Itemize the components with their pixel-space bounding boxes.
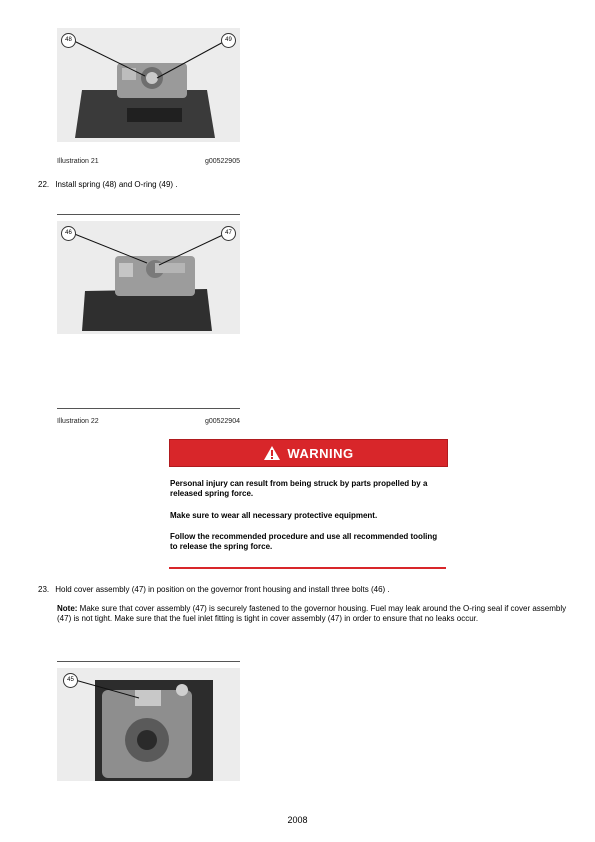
figure-top-rule: [57, 661, 240, 662]
caption-label: Illustration 22: [57, 418, 99, 425]
callout-49: 49: [221, 33, 236, 48]
page-number: 2008: [287, 815, 308, 825]
caption-rule: [57, 408, 240, 409]
warning-triangle-icon: [263, 445, 281, 461]
caption-code: g00522904: [204, 418, 240, 425]
note-label: Note:: [57, 604, 78, 613]
step-22: [38, 180, 178, 189]
callout-46: 46: [61, 226, 76, 241]
step-number: 22.: [38, 180, 50, 189]
step-text: Hold cover assembly (47) in position on the governor front housing and install three bolts (46) .: [55, 585, 390, 594]
warning-line: Personal injury can result from being struck by parts propelled by a released spring force.: [170, 479, 428, 498]
illustration-21-caption: [57, 158, 240, 165]
callout-47: 47: [221, 226, 236, 241]
warning-banner: [169, 439, 448, 467]
caption-label: Illustration 21: [57, 158, 99, 165]
illustration-21-photo: [57, 28, 240, 142]
note-text: Make sure that cover assembly (47) is securely fastened to the governor housing. Fuel may leak around the O-ring seal if cover assembly (47) is not tight. Make sure that the fuel inlet fitting is tight in cover assembly (47) in order to ensure that no leaks occur.: [57, 604, 567, 623]
warning-line: Follow the recommended procedure and use all recommended tooling to release the spring force.: [170, 532, 438, 551]
step-number: 23.: [38, 585, 50, 594]
step-text: Install spring (48) and O-ring (49) .: [55, 180, 178, 189]
note: [57, 604, 567, 624]
warning-bottom-rule: [169, 567, 446, 569]
illustration-22-photo: [57, 221, 240, 334]
warning-label: WARNING: [287, 445, 354, 461]
figure-top-rule: [57, 214, 240, 215]
illustration-22-caption: [57, 418, 240, 425]
warning-line: Make sure to wear all necessary protective equipment.: [170, 511, 378, 520]
caption-code: g00522905: [204, 158, 240, 165]
callout-48: 48: [61, 33, 76, 48]
step-23: [38, 585, 390, 594]
illustration-23-photo: [57, 668, 240, 781]
callout-45: 45: [63, 673, 78, 688]
